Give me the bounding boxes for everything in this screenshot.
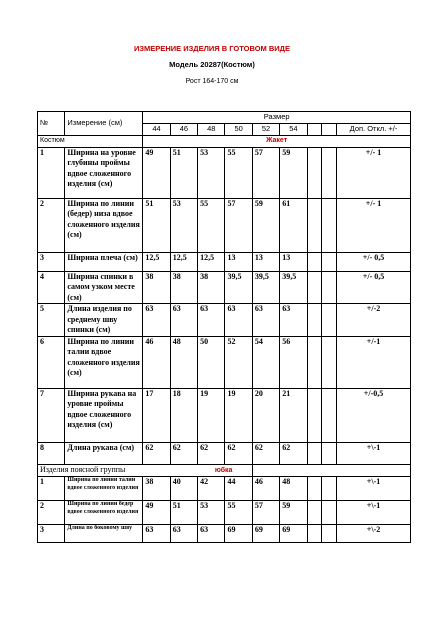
- empty-cell: [322, 147, 337, 198]
- size-value: 62: [280, 442, 307, 464]
- size-value: 13: [280, 252, 307, 271]
- measurement-name: Ширина плеча (см): [65, 252, 143, 271]
- measurement-name: Ширина рукава на уровне проймы вдвое сложенного изделия (см): [65, 388, 143, 442]
- size-value: 59: [280, 147, 307, 198]
- tolerance-value: +/-0,5: [337, 388, 411, 442]
- size-value: 63: [225, 304, 252, 337]
- table-row: [38, 304, 411, 337]
- header-number: №: [38, 112, 65, 136]
- measurement-name: Ширина спинки в самом узком месте (см): [65, 271, 143, 304]
- size-value: 18: [170, 388, 197, 442]
- size-value: 51: [170, 147, 197, 198]
- size-value: 62: [143, 442, 170, 464]
- size-value: 59: [280, 501, 307, 525]
- row-number: 6: [38, 336, 65, 388]
- size-value: 13: [252, 252, 279, 271]
- size-value: 21: [280, 388, 307, 442]
- row-number: 1: [38, 477, 65, 501]
- empty-cell: [307, 252, 322, 271]
- row-number: 1: [38, 147, 65, 198]
- empty-cell: [322, 271, 337, 304]
- size-value: 40: [170, 477, 197, 501]
- table-row: [38, 477, 411, 501]
- empty-cell: [307, 442, 322, 464]
- empty-cell: [322, 252, 337, 271]
- empty-cell: [322, 304, 337, 337]
- table-row: [38, 388, 411, 442]
- tolerance-value: +/- 0,5: [337, 252, 411, 271]
- measurement-name: Ширина по линии бедер вдвое сложенного изделия: [65, 501, 143, 525]
- empty-cell: [307, 304, 322, 337]
- tolerance-value: +\-1: [337, 501, 411, 525]
- size-value: 42: [198, 477, 225, 501]
- tolerance-value: +\-1: [337, 442, 411, 464]
- size-value: 56: [280, 336, 307, 388]
- size-value: 63: [143, 525, 170, 543]
- size-value: 46: [143, 336, 170, 388]
- measurement-name: Ширина по линии (бедер) низа вдвое сложенного изделия (см): [65, 198, 143, 252]
- empty-cell: [322, 388, 337, 442]
- measurement-table: [37, 111, 411, 543]
- section-item-skirt: юбка: [252, 464, 410, 477]
- tolerance-value: +/- 1: [337, 198, 411, 252]
- tolerance-value: +\-1: [337, 477, 411, 501]
- tolerance-value: +/-1: [337, 336, 411, 388]
- section-label-waist-group: Изделия поясной группы: [38, 464, 253, 477]
- size-value: 63: [143, 304, 170, 337]
- size-header-cell: 48: [198, 124, 225, 136]
- measurement-name: Длина изделия по среднему шву спинки (см): [65, 304, 143, 337]
- header-tolerance: Доп. Откл. +/-: [337, 124, 411, 136]
- size-value: 55: [198, 198, 225, 252]
- size-value: 69: [225, 525, 252, 543]
- size-value: 51: [143, 198, 170, 252]
- tolerance-value: +\-2: [337, 525, 411, 543]
- tolerance-value: +/- 1: [337, 147, 411, 198]
- size-header-cell: 54: [280, 124, 307, 136]
- size-value: 59: [252, 198, 279, 252]
- tolerance-value: +/-2: [337, 304, 411, 337]
- size-header-cell: 46: [170, 124, 197, 136]
- size-value: 49: [143, 501, 170, 525]
- size-value: 69: [252, 525, 279, 543]
- measurement-name: Ширина на уровне глубины проймы вдвое сложенного изделия (см): [65, 147, 143, 198]
- size-value: 63: [170, 525, 197, 543]
- size-value: 63: [198, 525, 225, 543]
- empty-cell: [322, 525, 337, 543]
- size-value: 12,5: [198, 252, 225, 271]
- empty-cell: [307, 124, 322, 136]
- empty-cell: [322, 124, 337, 136]
- size-value: 20: [252, 388, 279, 442]
- empty-cell: [307, 147, 322, 198]
- size-value: 52: [225, 336, 252, 388]
- size-value: 44: [225, 477, 252, 501]
- size-value: 53: [198, 147, 225, 198]
- size-value: 19: [198, 388, 225, 442]
- empty-cell: [307, 271, 322, 304]
- size-value: 38: [170, 271, 197, 304]
- size-value: 39,5: [280, 271, 307, 304]
- size-value: 39,5: [225, 271, 252, 304]
- size-value: 57: [252, 501, 279, 525]
- size-value: 38: [198, 271, 225, 304]
- empty-cell: [307, 477, 322, 501]
- table-row: [38, 271, 411, 304]
- measurement-name: Ширина по линии талии вдвое сложенного изделия: [65, 477, 143, 501]
- section-row-skirt: [38, 464, 411, 477]
- empty-cell: [307, 388, 322, 442]
- size-value: 57: [225, 198, 252, 252]
- size-value: 12,5: [143, 252, 170, 271]
- table-row: [38, 336, 411, 388]
- size-value: 48: [280, 477, 307, 501]
- measurement-name: Длина рукава (см): [65, 442, 143, 464]
- size-value: 62: [252, 442, 279, 464]
- table-row: [38, 525, 411, 543]
- table-row: [38, 442, 411, 464]
- size-value: 62: [198, 442, 225, 464]
- size-value: 69: [280, 525, 307, 543]
- row-number: 3: [38, 525, 65, 543]
- model-label: Модель 20287(Костюм): [169, 60, 255, 69]
- empty-cell: [322, 477, 337, 501]
- row-number: 7: [38, 388, 65, 442]
- empty-cell: [322, 198, 337, 252]
- row-number: 2: [38, 501, 65, 525]
- section-label-suit: Костюм: [38, 136, 143, 148]
- height-label: Рост 164-170 см: [185, 78, 239, 85]
- empty-cell: [307, 198, 322, 252]
- size-value: 38: [143, 271, 170, 304]
- empty-cell: [322, 501, 337, 525]
- header-measurement: Измерение (см): [65, 112, 143, 136]
- size-value: 12,5: [170, 252, 197, 271]
- size-header-cell: 52: [252, 124, 279, 136]
- size-value: 17: [143, 388, 170, 442]
- empty-cell: [307, 336, 322, 388]
- size-value: 50: [198, 336, 225, 388]
- size-value: 46: [252, 477, 279, 501]
- size-value: 62: [225, 442, 252, 464]
- empty-cell: [322, 336, 337, 388]
- row-number: 2: [38, 198, 65, 252]
- size-value: 49: [143, 147, 170, 198]
- empty-cell: [322, 442, 337, 464]
- size-value: 38: [143, 477, 170, 501]
- size-value: 19: [225, 388, 252, 442]
- size-value: 55: [225, 501, 252, 525]
- size-value: 63: [280, 304, 307, 337]
- table-row: [38, 198, 411, 252]
- empty-cell: [307, 501, 322, 525]
- table-row: [38, 252, 411, 271]
- document-title: ИЗМЕРЕНИЕ ИЗДЕЛИЯ В ГОТОВОМ ВИДЕ: [133, 44, 291, 53]
- size-value: 63: [198, 304, 225, 337]
- row-number: 5: [38, 304, 65, 337]
- size-header-cell: 50: [225, 124, 252, 136]
- size-value: 48: [170, 336, 197, 388]
- measurement-name: Длина по боковому шву: [65, 525, 143, 543]
- row-number: 3: [38, 252, 65, 271]
- empty-cell: [307, 525, 322, 543]
- tolerance-value: +/- 0,5: [337, 271, 411, 304]
- table-row: [38, 501, 411, 525]
- size-value: 63: [170, 304, 197, 337]
- section-item-jacket: Жакет: [143, 136, 411, 148]
- size-value: 39,5: [252, 271, 279, 304]
- size-value: 13: [225, 252, 252, 271]
- size-value: 63: [252, 304, 279, 337]
- table-row: [38, 147, 411, 198]
- row-number: 8: [38, 442, 65, 464]
- size-value: 53: [198, 501, 225, 525]
- size-value: 54: [252, 336, 279, 388]
- size-value: 61: [280, 198, 307, 252]
- size-value: 55: [225, 147, 252, 198]
- size-value: 53: [170, 198, 197, 252]
- header-size: Размер: [143, 112, 411, 124]
- row-number: 4: [38, 271, 65, 304]
- measurement-name: Ширина по линии талии вдвое сложенного изделия (см): [65, 336, 143, 388]
- size-header-cell: 44: [143, 124, 170, 136]
- size-value: 62: [170, 442, 197, 464]
- size-value: 51: [170, 501, 197, 525]
- size-value: 57: [252, 147, 279, 198]
